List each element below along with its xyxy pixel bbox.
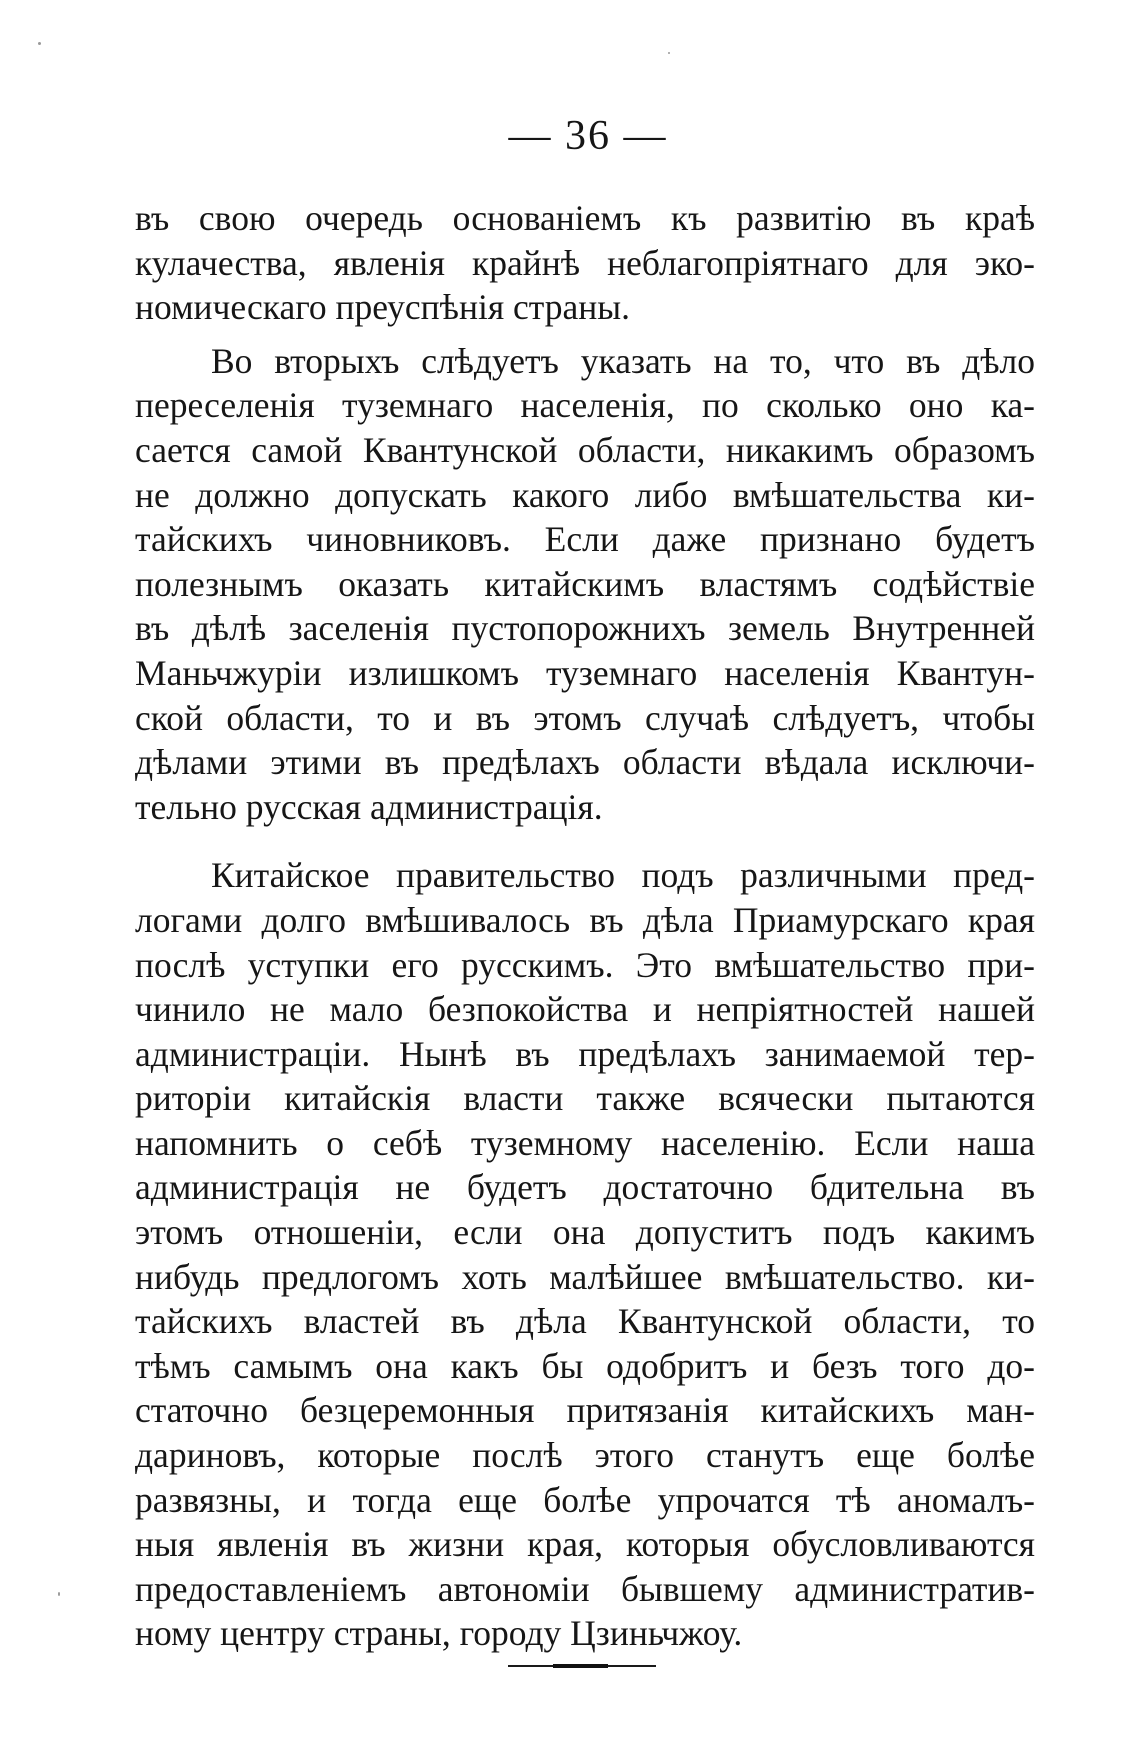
- text-line: чинило не мало безпокойства и непріятностей нашей: [135, 989, 1035, 1030]
- text-line: тельно русская администрація.: [135, 786, 603, 827]
- paper-speck: [38, 42, 41, 45]
- end-divider-center: [553, 1664, 608, 1668]
- text-line: ныя явленія въ жизни края, которыя обусловливаются: [135, 1524, 1035, 1565]
- paragraph-3: [135, 853, 1035, 1656]
- text-line: въ свою очередь основаніемъ къ развитію въ краѣ: [135, 198, 1035, 238]
- text-line: дѣлами этими въ предѣлахъ области вѣдала исключи-: [135, 742, 1035, 783]
- text-line: тайскихъ властей въ дѣла Квантунской области, то: [135, 1301, 1035, 1342]
- text-line: риторіи китайскія власти также всячески пытаются: [135, 1078, 1035, 1119]
- text-line: ской области, то и въ этомъ случаѣ слѣдуетъ, чтобы: [135, 697, 1035, 738]
- paper-speck: [58, 1592, 60, 1596]
- paragraph-1: [135, 196, 1035, 330]
- body-text: [135, 196, 1035, 1656]
- text-line: въ дѣлѣ заселенія пустопорожнихъ земель Внутренней: [135, 608, 1035, 649]
- text-line: не должно допускать какого либо вмѣшательства ки-: [135, 474, 1035, 515]
- paper-speck: [668, 52, 670, 54]
- text-line: дариновъ, которые послѣ этого станутъ еще болѣе: [135, 1435, 1035, 1476]
- text-line: тѣмъ самымъ она какъ бы одобритъ и безъ того до-: [135, 1345, 1035, 1386]
- text-line: Маньчжуріи излишкомъ туземнаго населенія Квантун-: [135, 652, 1035, 693]
- text-line: напомнить о себѣ туземному населенію. Если наша: [135, 1122, 1035, 1163]
- text-line: администраціи. Нынѣ въ предѣлахъ занимаемой тер-: [135, 1033, 1035, 1074]
- page-number: — 36 —: [508, 113, 668, 159]
- text-line: сается самой Квантунской области, никакимъ образомъ: [135, 429, 1035, 470]
- text-line: этомъ отношеніи, если она допуститъ подъ какимъ: [135, 1212, 1035, 1253]
- text-line: полезнымъ оказать китайскимъ властямъ содѣйствіе: [135, 563, 1035, 604]
- text-line: номическаго преуспѣнія страны.: [135, 287, 630, 328]
- text-line: Во вторыхъ слѣдуетъ указать на то, что въ дѣло: [211, 340, 1035, 381]
- text-line: развязны, и тогда еще болѣе упрочатся тѣ аномалъ-: [135, 1479, 1035, 1520]
- paragraph-spacer: [135, 829, 1035, 853]
- text-line: переселенія туземнаго населенія, по сколько оно ка-: [135, 385, 1035, 426]
- text-line: статочно безцеремонныя притязанія китайскихъ ман-: [135, 1390, 1035, 1431]
- text-line: администрація не будетъ достаточно бдительна въ: [135, 1167, 1035, 1208]
- text-line: предоставленіемъ автономіи бывшему административ-: [135, 1568, 1035, 1609]
- text-line: кулачества, явленія крайнѣ неблагопріятнаго для эко-: [135, 242, 1035, 283]
- text-line: нибудь предлогомъ хоть малѣйшее вмѣшательство. ки-: [135, 1256, 1035, 1297]
- text-line: логами долго вмѣшивалось въ дѣла Приамурскаго края: [135, 899, 1035, 940]
- text-line: Китайское правительство подъ различными пред-: [211, 855, 1035, 896]
- paragraph-2: [135, 339, 1035, 830]
- text-line: послѣ уступки его русскимъ. Это вмѣшательство при-: [135, 944, 1035, 985]
- text-line: ному центру страны, городу Цзиньчжоу.: [135, 1613, 743, 1654]
- text-line: тайскихъ чиновниковъ. Если даже признано будетъ: [135, 519, 1035, 560]
- paragraph-spacer: [135, 330, 1035, 339]
